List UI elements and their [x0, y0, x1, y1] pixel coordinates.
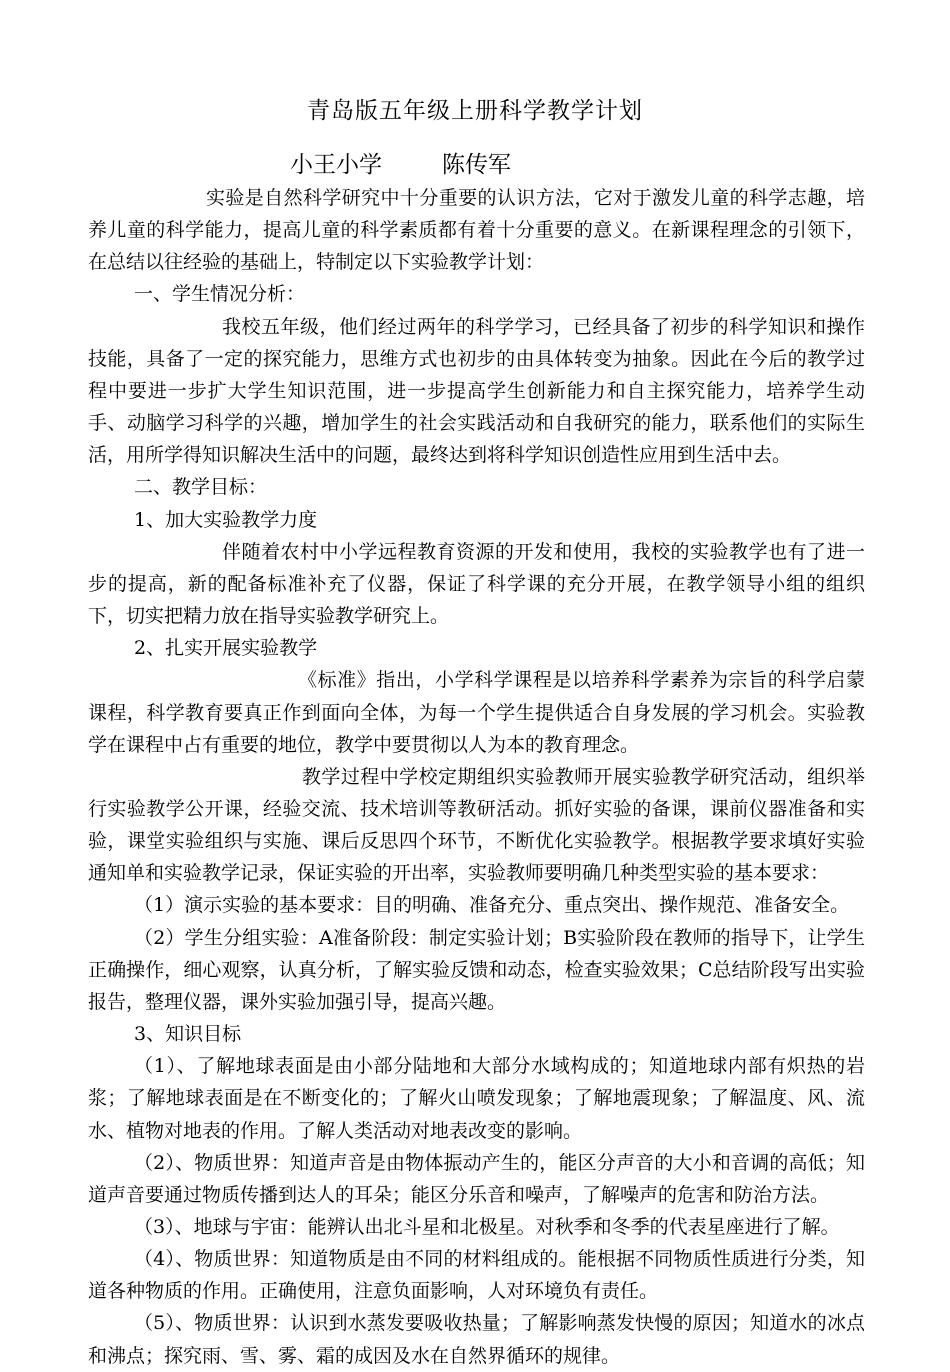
- subheading-1: 1、加大实验教学力度: [134, 508, 318, 531]
- paragraph-demo-experiment: （1）演示实验的基本要求：目的明确、准备充分、重点突出、操作规范、准备安全。: [134, 894, 850, 917]
- knowledge-item-1: （1）、了解地球表面是由小部分陆地和大部分水域构成的；知道地球内部有炽热的岩浆；了解地球表面是在不断变化的；了解火山喷发现象；了解地震现象；了解温度、风、流水、植物对地表的作用。了解人类活动对地表改变的影响。: [88, 1055, 865, 1142]
- paragraph-goal-2b: 教学过程中学校定期组织实验教师开展实验教学研究活动，组织举行实验教学公开课，经验交流、技术培训等教研活动。抓好实验的备课，课前仪器准备和实验，课堂实验组织与实施、课后反思四个环节，不断优化实验教学。根据教学要求填好实验通知单和实验教学记录，保证实验的开出率，实验教师要明确几种类型实验的基本要求：: [88, 765, 865, 885]
- knowledge-item-4: （4）、物质世界：知道物质是由不同的材料组成的。能根据不同物质性质进行分类，知道各种物质的作用。正确使用，注意负面影响，人对环境负有责任。: [88, 1248, 865, 1303]
- subheading-3: 3、知识目标: [134, 1023, 242, 1046]
- knowledge-item-5: （5）、物质世界：认识到水蒸发要吸收热量；了解影响蒸发快慢的原因；知道水的冰点和沸点；探究雨、雪、雾、霜的成因及水在自然界循环的规律。: [88, 1312, 865, 1367]
- paragraph-group-experiment: （2）学生分组实验：A准备阶段：制定实验计划；B实验阶段在教师的指导下，让学生正确操作，细心观察，认真分析，了解实验反馈和动态，检查实验效果；C总结阶段写出实验报告，整理仪器，课外实验加强引导，提高兴趣。: [88, 926, 865, 1013]
- paragraph-goal-2: 《标准》指出，小学科学课程是以培养科学素养为宗旨的科学启蒙课程，科学教育要真正作到面向全体，为每一个学生提供适合自身发展的学习机会。实验教学在课程中占有重要的地位，教学中要贯彻以人为本的教育理念。: [88, 669, 865, 756]
- paragraph-intro: 实验是自然科学研究中十分重要的认识方法，它对于激发儿童的科学志趣，培养儿童的科学能力，提高儿童的科学素质都有着十分重要的意义。在新课程理念的引领下，在总结以往经验的基础上，特制定以下实验教学计划：: [88, 187, 865, 274]
- heading-student-analysis: 一、学生情况分析：: [134, 283, 306, 306]
- document-body: [88, 182, 865, 1372]
- subheading-2: 2、扎实开展实验教学: [134, 637, 318, 660]
- school-name: 小王小学: [290, 152, 382, 178]
- author-name: 陈传军: [442, 152, 511, 178]
- knowledge-item-3: （3）、地球与宇宙：能辨认出北斗星和北极星。对秋季和冬季的代表星座进行了解。: [134, 1216, 840, 1238]
- paragraph-student-analysis: 我校五年级，他们经过两年的科学学习，已经具备了初步的科学知识和操作技能，具备了一定的探究能力，思维方式也初步的由具体转变为抽象。因此在今后的教学过程中要进一步扩大学生知识范围，进一步提高学生创新能力和自主探究能力，培养学生动手、动脑学习科学的兴趣，增加学生的社会实践活动和自我研究的能力，联系他们的实际生活，用所学得知识解决生活中的问题，最终达到将科学知识创造性应用到生活中去。: [88, 315, 865, 467]
- heading-teaching-goals: 二、教学目标：: [134, 476, 268, 499]
- document-title: 青岛版五年级上册科学教学计划: [307, 98, 643, 124]
- author-line: [290, 146, 511, 179]
- paragraph-goal-1: 伴随着农村中小学远程教育资源的开发和使用，我校的实验教学也有了进一步的提高，新的配备标准补充了仪器，保证了科学课的充分开展，在教学领导小组的组织下，切实把精力放在指导实验教学研究上。: [88, 540, 865, 628]
- knowledge-item-2: （2）、物质世界：知道声音是由物体振动产生的，能区分声音的大小和音调的高低；知道声音要通过物质传播到达人的耳朵；能区分乐音和噪声，了解噪声的危害和防治方法。: [88, 1151, 865, 1206]
